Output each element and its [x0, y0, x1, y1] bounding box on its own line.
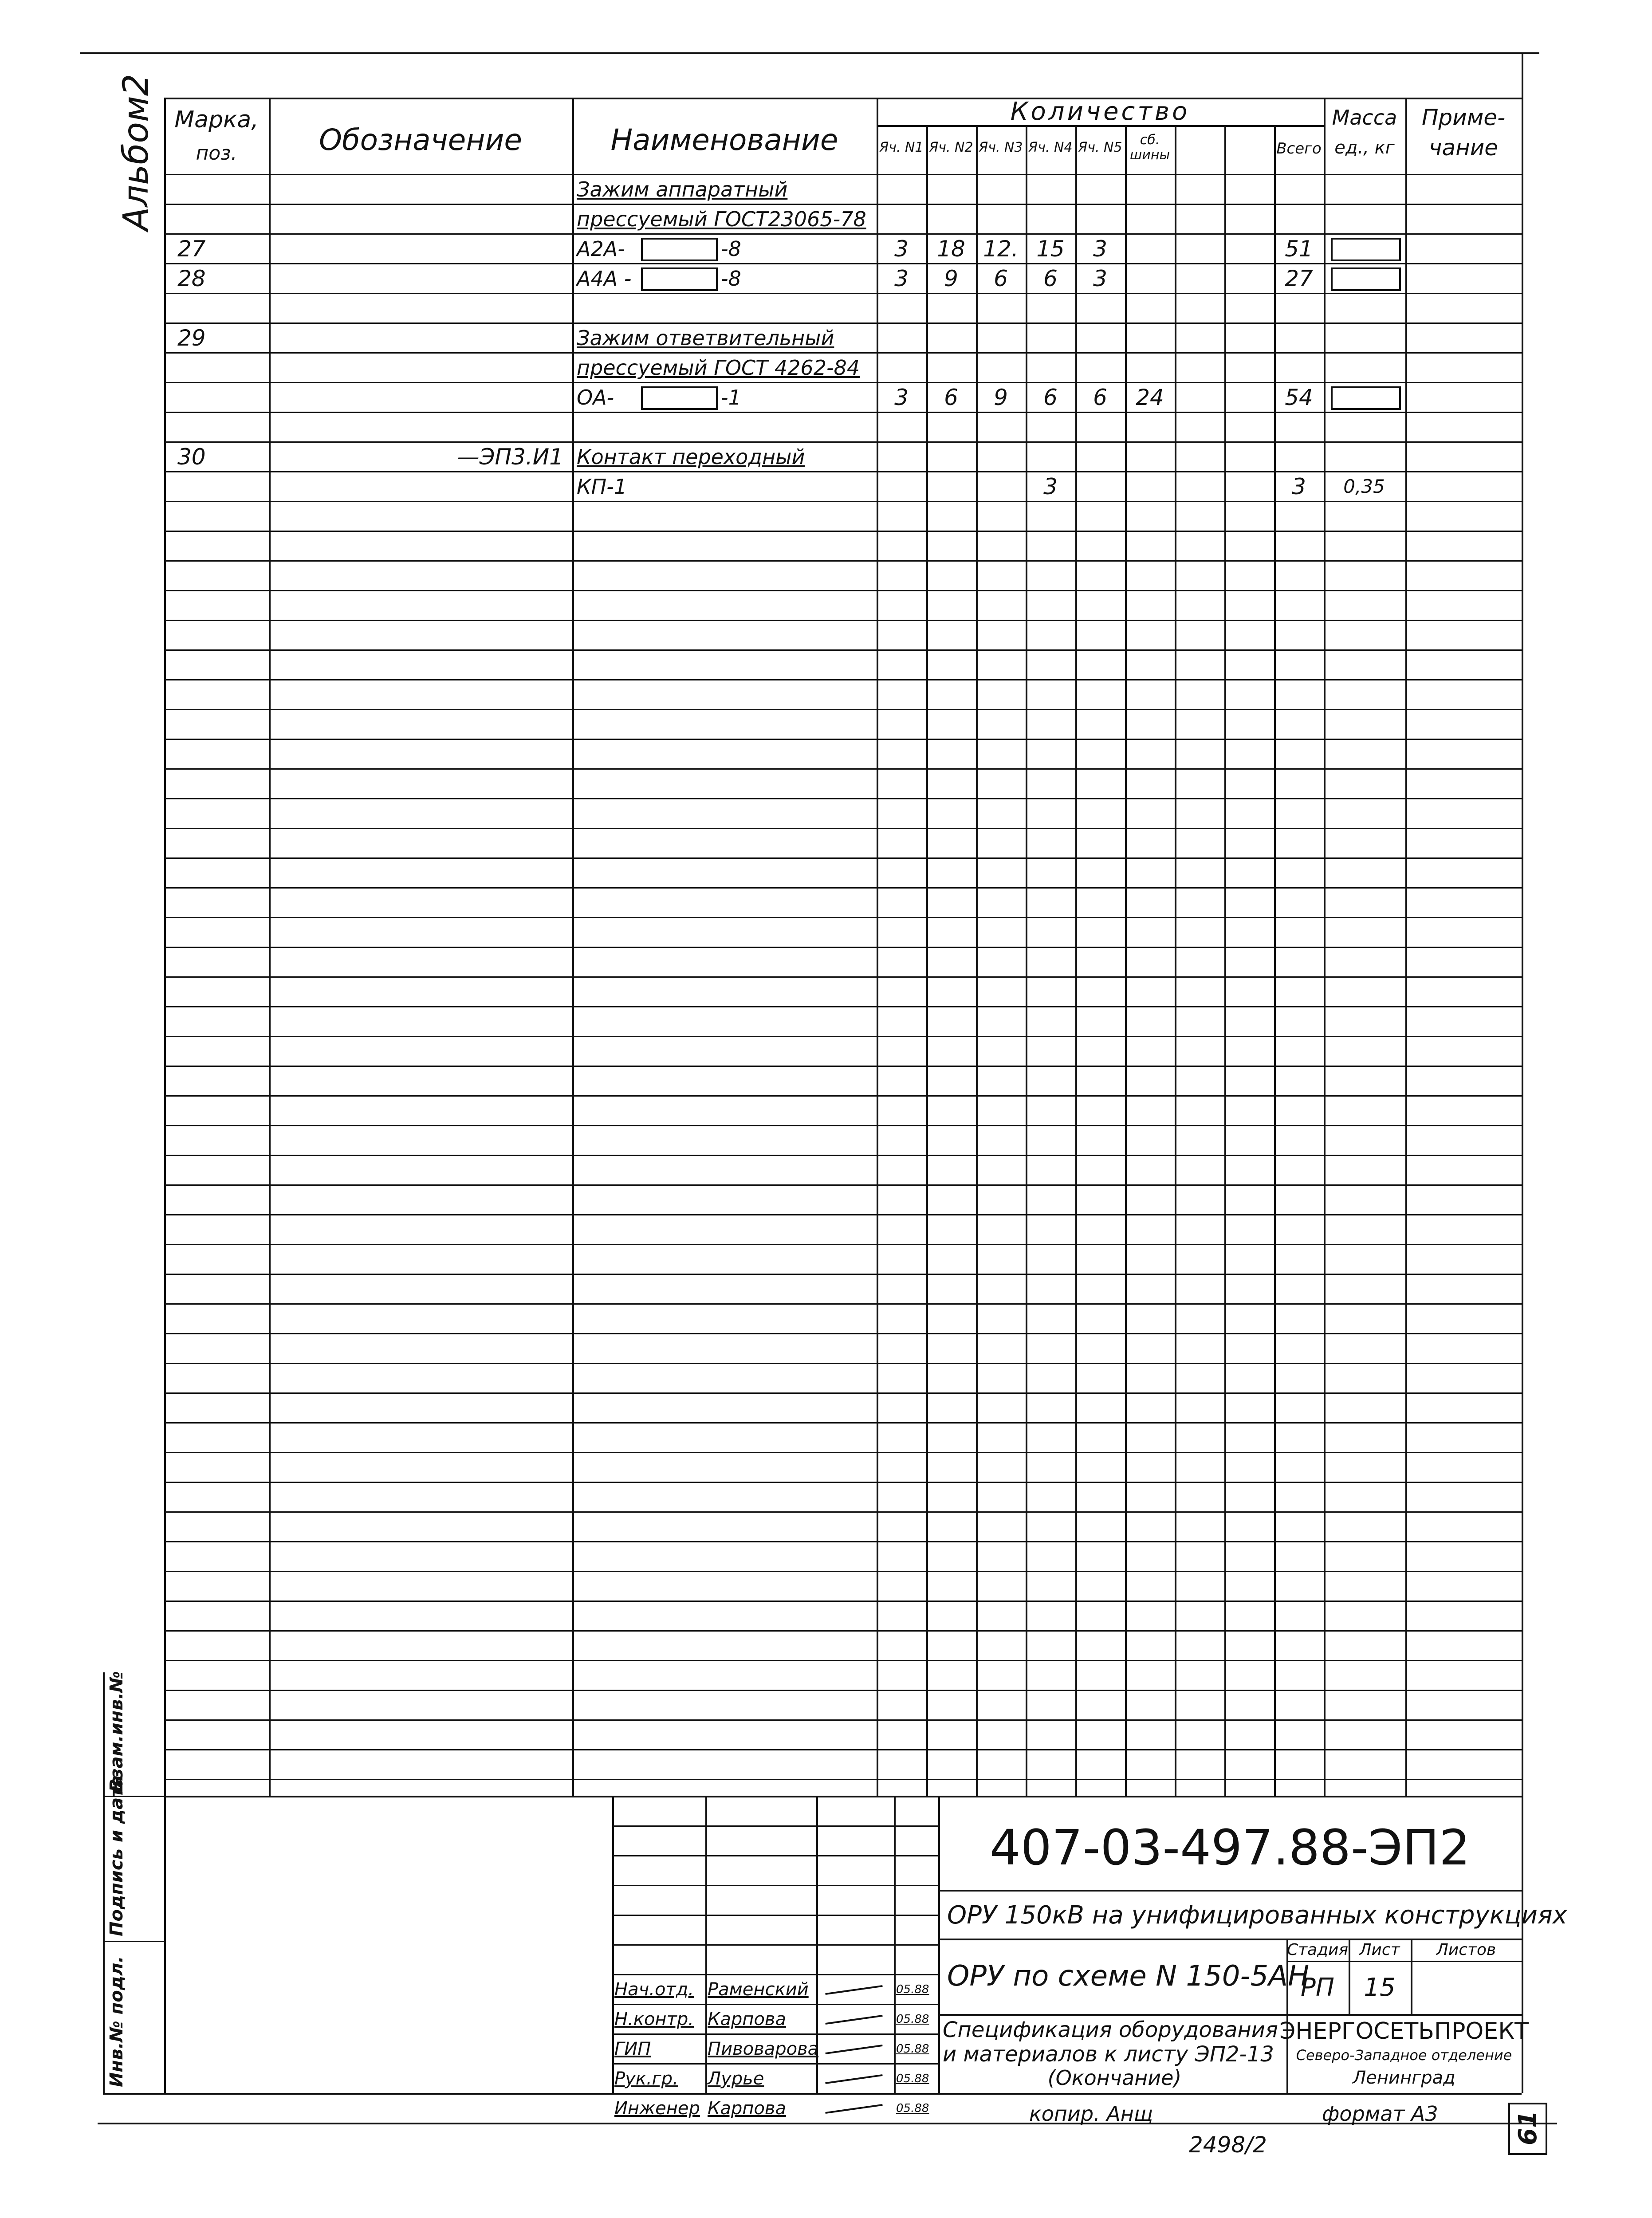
qty-value: 15	[1036, 236, 1065, 262]
header-primechanie: Приме-	[1421, 105, 1506, 130]
qty-value	[1026, 205, 1075, 232]
signer-role: Рук.гр.	[614, 2068, 678, 2089]
unit-mass	[1326, 324, 1402, 351]
sign-date: 05.88	[896, 2042, 929, 2056]
qty-value	[1075, 354, 1125, 381]
row-rule	[164, 1066, 1522, 1067]
designation	[275, 384, 563, 411]
qty-total	[1274, 413, 1324, 440]
stage-header: Стадия	[1286, 1940, 1349, 1959]
qty-value	[1125, 354, 1175, 381]
archive-number: 2498/2	[1189, 2132, 1267, 2158]
qty-value	[976, 413, 1026, 440]
sheet-header: Лист	[1359, 1940, 1400, 1959]
stamp-line	[612, 1885, 938, 1886]
row-rule	[164, 1244, 1522, 1245]
page-number: 61	[1514, 2111, 1542, 2145]
copied-by: копир. Анщ	[1029, 2102, 1153, 2126]
row-rule	[164, 1274, 1522, 1275]
position-number	[177, 176, 266, 203]
header-vsego: Всего	[1276, 140, 1322, 157]
signature-mark	[825, 1985, 882, 1995]
qty-value	[1075, 205, 1125, 232]
position-number: 27	[177, 236, 206, 262]
row-rule	[164, 1392, 1522, 1394]
item-name-suffix: -8	[721, 236, 741, 261]
qty-value: 12.	[983, 236, 1019, 262]
header-oboznachenie: Обозначение	[319, 122, 522, 157]
sign-date: 05.88	[896, 2101, 929, 2115]
qty-value	[926, 354, 976, 381]
row-rule	[164, 441, 1522, 443]
org-name: ЭНЕРГОСЕТЬПРОЕКТ	[1279, 2018, 1529, 2045]
qty-value	[926, 176, 976, 203]
side-strip-line	[103, 1672, 105, 2094]
qty-total	[1274, 354, 1324, 381]
row-rule	[164, 1452, 1522, 1453]
position-number	[177, 413, 266, 440]
qty-value: 18	[937, 236, 965, 262]
blank-field	[1331, 267, 1401, 291]
row-rule	[164, 947, 1522, 948]
item-name-suffix: -8	[721, 266, 741, 291]
row-rule	[164, 501, 1522, 502]
row-rule	[164, 1125, 1522, 1126]
signature-mark	[825, 2104, 882, 2114]
row-rule	[164, 1006, 1522, 1007]
position-number: 28	[177, 265, 206, 291]
header-primechanie-2: чание	[1428, 135, 1499, 161]
qty-value: 24	[1136, 384, 1164, 410]
qty-value	[1125, 413, 1175, 440]
position-number: 29	[177, 325, 206, 351]
doc-title-3: (Окончание)	[1047, 2066, 1182, 2090]
page-number-box	[1508, 2103, 1547, 2155]
qty-col-header: Яч. N1	[879, 140, 924, 155]
header-poz: поз.	[196, 142, 237, 165]
qty-value	[926, 413, 976, 440]
qty-value: 3	[894, 265, 909, 291]
doc-title-1: Спецификация оборудования	[943, 2017, 1278, 2042]
row-rule	[164, 649, 1522, 651]
qty-value	[877, 413, 926, 440]
project-title: ОРУ 150кВ на унифицированных конструкциях	[947, 1901, 1567, 1930]
item-name: КП-1	[577, 474, 627, 499]
row-rule	[164, 352, 1522, 354]
qty-value: 3	[894, 236, 909, 262]
qty-value	[976, 473, 1026, 500]
album-label: Альбом2	[116, 74, 156, 231]
signature-mark	[825, 2015, 882, 2025]
row-rule	[164, 709, 1522, 710]
qty-value: 6	[1093, 384, 1107, 410]
qty-col-header: сб. шины	[1129, 132, 1170, 163]
row-rule	[164, 531, 1522, 532]
bottom-frame-line	[103, 2093, 1522, 2095]
col-line	[1224, 125, 1226, 1796]
stamp-line	[612, 2063, 938, 2065]
signer-role: Н.контр.	[614, 2009, 694, 2029]
row-rule	[164, 768, 1522, 770]
designation: —ЭП3.И1	[457, 444, 563, 470]
qty-value	[877, 295, 926, 322]
designation	[275, 295, 563, 322]
signature-mark	[825, 2045, 882, 2054]
row-rule	[164, 917, 1522, 918]
qty-value: 3	[1093, 236, 1107, 262]
row-rule	[164, 1482, 1522, 1483]
row-rule	[164, 739, 1522, 740]
row-rule	[164, 1155, 1522, 1156]
qty-value: 9	[944, 265, 958, 291]
row-rule	[164, 1333, 1522, 1334]
qty-value	[877, 354, 926, 381]
qty-value	[976, 295, 1026, 322]
doc-title-2: и материалов к листу ЭП2-13	[943, 2042, 1274, 2067]
right-border	[1522, 52, 1523, 2093]
blank-field	[641, 267, 718, 291]
position-number	[177, 473, 266, 500]
unit-mass	[1326, 295, 1402, 322]
row-rule	[164, 1601, 1522, 1602]
stamp-line	[612, 1915, 938, 1916]
row-rule	[164, 174, 1522, 175]
qty-value	[877, 473, 926, 500]
qty-value	[877, 176, 926, 203]
side-strip-line	[103, 1941, 164, 1942]
org-city: Ленинград	[1353, 2068, 1455, 2088]
position-number	[177, 205, 266, 232]
row-rule	[164, 1749, 1522, 1750]
row-rule	[164, 1690, 1522, 1691]
qty-total: 27	[1285, 265, 1313, 291]
row-rule	[164, 382, 1522, 383]
table-bottom-border	[164, 1796, 1522, 1797]
row-rule	[164, 293, 1522, 294]
qty-value	[1075, 176, 1125, 203]
qty-total	[1274, 443, 1324, 470]
position-number	[177, 384, 266, 411]
signer-name: Лурье	[708, 2068, 764, 2089]
unit-mass: 0,35	[1343, 476, 1385, 497]
row-rule	[164, 1630, 1522, 1632]
qty-total	[1274, 176, 1324, 203]
row-rule	[164, 620, 1522, 621]
header-naimenovanie: Наименование	[610, 122, 838, 157]
format-label: формат А3	[1322, 2102, 1438, 2126]
qty-value: 9	[994, 384, 1008, 410]
row-rule	[164, 857, 1522, 859]
unit-mass	[1326, 176, 1402, 203]
row-rule	[164, 204, 1522, 205]
qty-value	[1125, 176, 1175, 203]
signature-mark	[825, 2074, 882, 2084]
qty-value	[1075, 413, 1125, 440]
qty-value	[1026, 354, 1075, 381]
sign-date: 05.88	[896, 2012, 929, 2026]
blank-field	[641, 238, 718, 261]
signer-role: Нач.отд.	[614, 1979, 694, 2000]
stamp-line	[612, 1825, 938, 1827]
qty-value	[1026, 413, 1075, 440]
signer-name: Карпова	[708, 2009, 787, 2029]
item-name: прессуемый ГОСТ23065-78	[577, 207, 866, 231]
row-rule	[164, 322, 1522, 324]
sheets-header: Листов	[1436, 1940, 1496, 1959]
designation	[275, 265, 563, 292]
row-rule	[164, 1184, 1522, 1186]
qty-col-header: Яч. N2	[929, 140, 973, 155]
qty-value	[1125, 265, 1175, 292]
header-marka: Марка,	[174, 106, 259, 133]
row-rule	[164, 590, 1522, 591]
row-rule	[164, 679, 1522, 680]
item-name-prefix: А2А-	[577, 236, 625, 261]
qty-value	[877, 324, 926, 351]
qty-value	[1125, 205, 1175, 232]
qty-value	[976, 443, 1026, 470]
qty-value	[926, 205, 976, 232]
qty-value: 6	[944, 384, 958, 410]
qty-col-header: Яч. N4	[1028, 140, 1073, 155]
doc-code: 407-03-497.88-ЭП2	[989, 1819, 1471, 1876]
stamp-line	[938, 2014, 1522, 2016]
qty-value	[877, 205, 926, 232]
row-rule	[164, 1779, 1522, 1780]
row-rule	[164, 828, 1522, 829]
item-name	[577, 295, 874, 322]
row-rule	[164, 1571, 1522, 1572]
item-name: прессуемый ГОСТ 4262-84	[577, 355, 860, 380]
item-name-suffix: -1	[721, 385, 741, 409]
item-name-prefix: А4А -	[577, 266, 632, 291]
signer-name: Раменский	[708, 1979, 809, 2000]
stamp-line	[612, 1944, 938, 1946]
subject-title: ОРУ по схеме N 150-5АН	[947, 1960, 1310, 1993]
position-number	[177, 354, 266, 381]
row-rule	[164, 1660, 1522, 1661]
row-rule	[164, 560, 1522, 562]
row-rule	[164, 798, 1522, 799]
signer-name: Карпова	[708, 2098, 787, 2119]
row-rule	[164, 1719, 1522, 1721]
col-line	[1175, 125, 1176, 1796]
designation	[275, 205, 563, 232]
inv-label: Инв.№ подл.	[106, 1956, 127, 2087]
row-rule	[164, 887, 1522, 889]
designation	[275, 324, 563, 351]
vzam-label: Взам.инв.№	[106, 1671, 127, 1792]
qty-value: 3	[894, 384, 909, 410]
qty-value	[1075, 295, 1125, 322]
stage-value: РП	[1301, 1973, 1334, 2002]
qty-col-header: Яч. N3	[979, 140, 1023, 155]
blank-field	[641, 386, 718, 410]
stamp-line	[938, 1890, 1522, 1892]
row-rule	[164, 233, 1522, 235]
qty-value	[926, 324, 976, 351]
item-name: Контакт переходный	[577, 444, 805, 469]
sign-date: 05.88	[896, 2072, 929, 2085]
row-rule	[164, 1422, 1522, 1424]
position-number: 30	[177, 444, 206, 470]
position-number	[177, 295, 266, 322]
designation	[275, 473, 563, 500]
qty-value	[877, 443, 926, 470]
qty-value: 3	[1093, 265, 1107, 291]
header-kolichestvo: Количество	[1010, 97, 1190, 126]
qty-total: 51	[1285, 236, 1313, 262]
sign-date-label: Подпись и дата	[106, 1775, 127, 1936]
sign-date: 05.88	[896, 1982, 929, 1996]
row-rule	[164, 1363, 1522, 1364]
qty-value	[926, 295, 976, 322]
qty-total	[1274, 205, 1324, 232]
sheet-value: 15	[1364, 1973, 1396, 2002]
qty-value: 6	[1043, 265, 1058, 291]
blank-field	[1331, 386, 1401, 410]
row-rule	[164, 471, 1522, 472]
qty-value	[926, 473, 976, 500]
row-rule	[164, 1036, 1522, 1037]
item-name: Зажим аппаратный	[577, 177, 788, 201]
stamp-line	[1286, 1961, 1522, 1962]
row-rule	[164, 1214, 1522, 1215]
header-massa: Масса	[1332, 106, 1397, 130]
item-name: Зажим ответвительный	[577, 326, 834, 350]
row-rule	[164, 1511, 1522, 1513]
stamp-line	[612, 1974, 938, 1975]
org-branch: Северо-Западное отделение	[1296, 2047, 1512, 2064]
qty-value	[1125, 443, 1175, 470]
top-border	[80, 52, 1539, 54]
qty-value	[976, 324, 1026, 351]
qty-value	[926, 443, 976, 470]
unit-mass	[1326, 205, 1402, 232]
row-rule	[164, 412, 1522, 413]
row-rule	[164, 1303, 1522, 1305]
qty-value	[976, 354, 1026, 381]
qty-value	[1075, 473, 1125, 500]
qty-value	[1026, 295, 1075, 322]
row-rule	[164, 976, 1522, 978]
qty-value	[976, 176, 1026, 203]
stamp-line	[612, 1855, 938, 1856]
qty-value	[1075, 443, 1125, 470]
qty-value	[976, 205, 1026, 232]
header-massa-unit: ед., кг	[1334, 138, 1395, 158]
row-rule	[164, 1541, 1522, 1542]
qty-value	[1125, 235, 1175, 262]
unit-mass	[1326, 354, 1402, 381]
qty-value: 6	[994, 265, 1008, 291]
qty-col-header: Яч. N5	[1078, 140, 1122, 155]
designation	[275, 354, 563, 381]
unit-mass	[1326, 443, 1402, 470]
qty-value	[1075, 324, 1125, 351]
item-name	[577, 413, 874, 440]
qty-value	[1125, 473, 1175, 500]
qty-total: 3	[1292, 473, 1306, 499]
designation	[275, 235, 563, 262]
designation	[275, 176, 563, 203]
qty-total	[1274, 324, 1324, 351]
signer-role: Инженер	[614, 2098, 700, 2119]
qty-value: 3	[1043, 473, 1058, 499]
stamp-line	[612, 2004, 938, 2005]
qty-total	[1274, 295, 1324, 322]
unit-mass	[1326, 413, 1402, 440]
blank-field	[1331, 238, 1401, 261]
qty-total: 54	[1285, 384, 1313, 410]
row-rule	[164, 1095, 1522, 1097]
qty-value	[1026, 443, 1075, 470]
qty-value	[1026, 176, 1075, 203]
qty-value: 6	[1043, 384, 1058, 410]
row-rule	[164, 263, 1522, 264]
qty-value	[1125, 324, 1175, 351]
designation	[275, 413, 563, 440]
signer-name: Пивоварова	[708, 2038, 819, 2059]
stamp-line	[612, 2033, 938, 2035]
signer-role: ГИП	[614, 2038, 651, 2059]
qty-value	[1125, 295, 1175, 322]
qty-value	[1026, 324, 1075, 351]
item-name-prefix: ОА-	[577, 385, 614, 409]
